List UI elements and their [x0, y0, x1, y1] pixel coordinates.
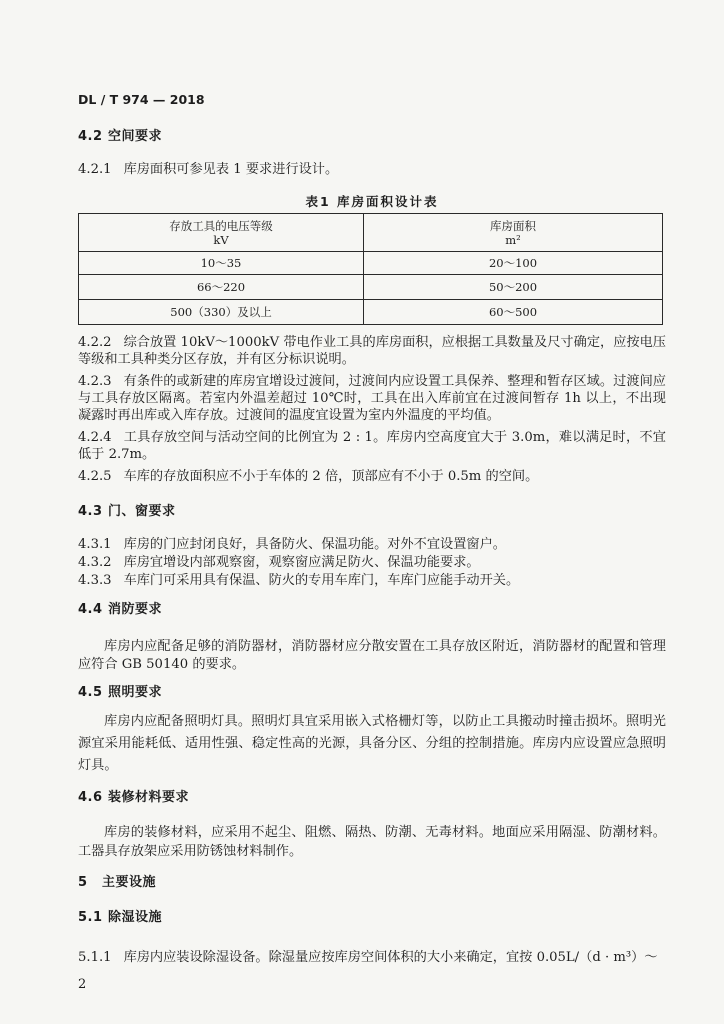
section-heading-4-4	[78, 601, 666, 618]
chapter-heading-5	[78, 874, 666, 891]
section-title: 装修材料要求	[108, 790, 190, 805]
clause-number: 5.1.1	[78, 950, 112, 965]
table-cell: 500（330）及以上	[79, 300, 364, 325]
clause-4-3-2	[78, 554, 666, 571]
section-title: 照明要求	[108, 685, 163, 700]
section-number: 4.3	[78, 504, 103, 519]
clause-number: 4.3.2	[78, 555, 112, 570]
clause-text: 库房宜增设内部观察窗，观察窗应满足防火、保温功能要求。	[123, 555, 480, 570]
table-cell: 20～100	[364, 252, 663, 275]
section-4-5-paragraph: 库房内应配备照明灯具。照明灯具宜采用嵌入式格栅灯等，以防止工具搬动时撞击损坏。照明光源宜采用能耗低、适用性强、稳定性高的光源，具备分区、分组的控制措施。库房内应设置应急照明灯具。	[78, 714, 666, 773]
section-title: 除湿设施	[108, 910, 163, 925]
clause-4-2-1	[78, 161, 666, 178]
table-row	[79, 252, 663, 275]
section-title: 门、窗要求	[108, 504, 176, 519]
section-title: 消防要求	[108, 602, 163, 617]
document-code-header: DL / T 974 — 2018	[78, 92, 205, 107]
clause-text: 库房面积可参见表 1 要求进行设计。	[123, 162, 339, 177]
clause-4-3-1	[78, 536, 666, 553]
table-cell: 60～500	[364, 300, 663, 325]
header-label: 库房面积	[490, 218, 536, 233]
section-heading-4-3	[78, 503, 666, 520]
clause-text: 车库门可采用具有保温、防火的专用车库门，车库门应能手动开关。	[123, 573, 520, 588]
clause-text: 工具存放空间与活动空间的比例宜为 2 : 1。库房内空高度宜大于 3.0m，难以满足时，不宜低于 2.7m。	[78, 430, 666, 462]
chapter-title: 主要设施	[102, 875, 157, 890]
table-header-row	[79, 214, 663, 252]
clause-number: 4.2.5	[78, 469, 112, 484]
section-number: 4.6	[78, 790, 103, 805]
section-4-4-paragraph: 库房内应配备足够的消防器材，消防器材应分散安置在工具存放区附近，消防器材的配置和管理应符合 GB 50140 的要求。	[78, 639, 666, 672]
header-unit: m²	[505, 232, 521, 247]
section-number: 4.4	[78, 602, 103, 617]
clause-4-2-5	[78, 468, 666, 485]
clause-text: 车库的存放面积应不小于车体的 2 倍，顶部应有不小于 0.5m 的空间。	[123, 469, 539, 484]
section-number: 5.1	[78, 910, 103, 925]
table-row	[79, 275, 663, 300]
clause-number: 4.3.1	[78, 537, 112, 552]
clause-4-2-4	[78, 429, 666, 463]
section-heading-4-2	[78, 128, 666, 145]
chapter-number: 5	[78, 875, 88, 890]
clause-number: 4.2.3	[78, 374, 112, 389]
section-heading-4-6	[78, 789, 666, 806]
section-number: 4.5	[78, 685, 103, 700]
clause-number: 4.2.1	[78, 162, 112, 177]
clause-text: 库房的门应封闭良好，具备防火、保温功能。对外不宜设置窗户。	[123, 537, 506, 552]
section-title: 空间要求	[108, 129, 163, 144]
clause-5-1-1	[78, 949, 666, 966]
clause-text: 有条件的或新建的库房宜增设过渡间，过渡间内应设置工具保养、整理和暂存区域。过渡间应与工具存放区隔离。若室内外温差超过 10℃时，工具在出入库前宜在过渡间暂存 1h 以上，不出现凝露时再出库或入库存放。过渡间的温度宜设置为室内外温度的平均值。	[78, 374, 666, 423]
clause-text: 库房内应装设除湿设备。除湿量应按库房空间体积的大小来确定，宜按 0.05L/（d · m³）～	[123, 950, 658, 965]
page-number: 2	[78, 977, 87, 992]
table-row	[79, 300, 663, 325]
clause-number: 4.2.2	[78, 335, 112, 350]
header-unit: kV	[213, 232, 229, 247]
clause-4-3-3	[78, 572, 666, 589]
clause-number: 4.2.4	[78, 430, 112, 445]
table-caption: 表1 库房面积设计表	[305, 194, 439, 209]
clause-text: 综合放置 10kV～1000kV 带电作业工具的库房面积，应根据工具数量及尺寸确定，应按电压等级和工具种类分区存放，并有区分标识说明。	[78, 335, 666, 367]
clause-4-2-3	[78, 373, 666, 424]
table-cell: 66～220	[79, 275, 364, 300]
table-cell: 50～200	[364, 275, 663, 300]
section-4-6-paragraph: 库房的装修材料，应采用不起尘、阻燃、隔热、防潮、无毒材料。地面应采用隔湿、防潮材料。工器具存放架应采用防锈蚀材料制作。	[78, 825, 666, 859]
section-heading-5-1	[78, 909, 666, 926]
section-heading-4-5	[78, 684, 666, 701]
storage-area-table	[78, 213, 663, 325]
clause-4-2-2	[78, 334, 666, 368]
clause-number: 4.3.3	[78, 573, 112, 588]
section-number: 4.2	[78, 129, 103, 144]
header-label: 存放工具的电压等级	[169, 218, 273, 233]
header-storage-area	[364, 214, 663, 252]
table-cell: 10～35	[79, 252, 364, 275]
header-voltage-level	[79, 214, 364, 252]
